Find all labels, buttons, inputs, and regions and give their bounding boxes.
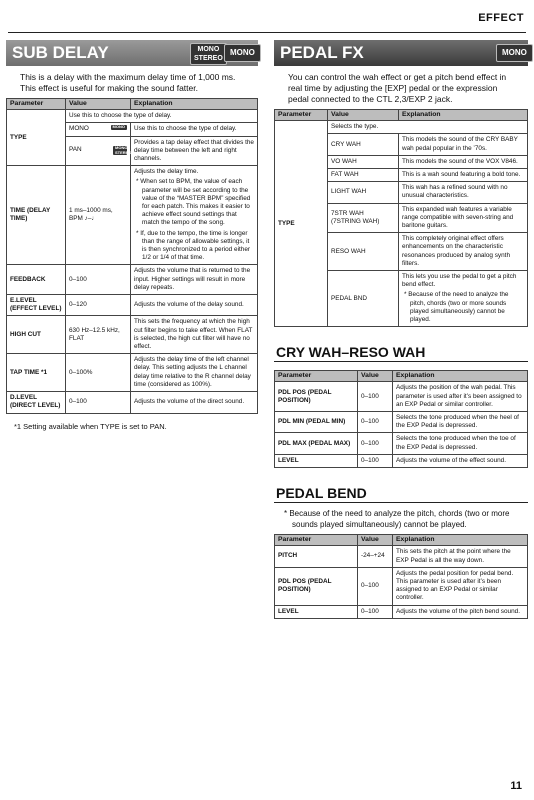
value-cell: LIGHT WAH (328, 182, 399, 203)
table-row (275, 121, 528, 134)
explanation-cell: Adjusts the volume of the delay sound. (131, 295, 258, 316)
value-cell: 0–100 (358, 567, 393, 605)
param-tap-time: TAP TIME *1 (7, 354, 66, 392)
col-value: Value (66, 99, 131, 110)
footnote: *1 Setting available when TYPE is set to PAN. (14, 421, 167, 431)
value-pan: PAN (69, 146, 82, 154)
table-row (275, 567, 528, 605)
value-cell: PEDAL BND (328, 271, 399, 327)
value-cell (66, 123, 131, 136)
value-cell (66, 136, 131, 166)
explanation-cell: This expanded wah features a variable range compatible with seven-string and baritone guitars. (399, 203, 528, 233)
value-cell: 0–100 (358, 605, 393, 618)
param-cell: PDL MIN (PEDAL MIN) (275, 412, 358, 433)
value-cell: FAT WAH (328, 169, 399, 182)
value-cell: 7STR WAH (7STRING WAH) (328, 203, 399, 233)
time-explanation: Adjusts the delay time. (134, 168, 199, 176)
table-header-row (7, 99, 258, 110)
table-header-row (275, 371, 528, 382)
value-cell: 0–100 (66, 392, 131, 413)
badge-stereo-label: STEREO (194, 55, 223, 62)
mono-mini-badge: MONO (112, 124, 125, 130)
cry-wah-heading (274, 341, 528, 362)
param-feedback: FEEDBACK (7, 265, 66, 295)
param-high-cut: HIGH CUT (7, 316, 66, 354)
value-mono: MONO (69, 125, 89, 133)
explanation-cell: This is a wah sound featuring a bold tone. (399, 169, 528, 182)
param-cell: LEVEL (275, 605, 358, 618)
cry-wah-title: CRY WAH–RESO WAH (276, 344, 426, 361)
mono-stereo-badge (190, 43, 227, 65)
explanation-cell (131, 166, 258, 265)
value-time: 1 ms–1000 ms, BPM ♪–♩ (66, 166, 131, 265)
value-cell: 0–100 (358, 382, 393, 412)
header-divider (8, 32, 526, 33)
param-direct-level: D.LEVEL (DIRECT LEVEL) (7, 392, 66, 413)
value-cell: CRY WAH (328, 134, 399, 155)
sub-delay-section (6, 40, 258, 431)
explanation-cell: This models the sound of the CRY BABY wah pedal popular in the ’70s. (399, 134, 528, 155)
col-explanation: Explanation (399, 110, 528, 121)
table-header-row (275, 535, 528, 546)
explanation-cell: Adjusts the delay time of the left channel delay. This setting adjusts the L channel delay time relative to the R channel delay time (considered as 100%). (131, 354, 258, 392)
explanation-cell: Adjusts the volume of the pitch bend sound. (393, 605, 528, 618)
col-explanation: Explanation (131, 99, 258, 110)
table-row (7, 354, 258, 392)
param-cell: PITCH (275, 546, 358, 567)
value-cell: RESO WAH (328, 233, 399, 271)
pedal-bnd-explanation: This lets you use the pedal to get a pitch bend effect. (402, 273, 517, 289)
pedal-fx-section (274, 40, 528, 619)
mono-stereo-mini-badge: MONO STEREO (115, 145, 132, 155)
param-type: TYPE (7, 110, 66, 166)
col-value: Value (358, 371, 393, 382)
page-header-title: EFFECT (478, 12, 524, 24)
explanation-cell: This completely original effect offers enhancements on the characteristic resonances produced by analog synth filters. (399, 233, 528, 271)
col-parameter: Parameter (275, 110, 328, 121)
col-parameter: Parameter (275, 535, 358, 546)
explanation-cell: This sets the pitch at the point where the EXP Pedal is all the way down. (393, 546, 528, 567)
explanation-cell: This sets the frequency at which the high cut filter begins to take effect. When FLAT is selected, the high cut filter will have no effect. (131, 316, 258, 354)
type-intro: Use this to choose the type of delay. (66, 110, 258, 123)
pedal-fx-title: PEDAL FX (280, 43, 364, 62)
sub-delay-title: SUB DELAY (12, 43, 109, 62)
explanation-cell: Adjusts the volume that is returned to the input. Higher settings will result in more delay repeats. (131, 265, 258, 295)
explanation-cell: Adjusts the position of the wah pedal. This parameter is used after it’s been assigned to an EXP Pedal or similar controller. (393, 382, 528, 412)
value-cell: 0–100 (358, 454, 393, 467)
table-row (7, 295, 258, 316)
table-row (7, 166, 258, 265)
table-row (7, 110, 258, 123)
param-cell: LEVEL (275, 454, 358, 467)
table-row (7, 392, 258, 413)
explanation-cell: Adjusts the pedal position for pedal bend. This parameter is used after it’s been assigned to an EXP Pedal or similar controller. (393, 567, 528, 605)
explanation-cell: Provides a tap delay effect that divides the delay time between the left and right channels. (131, 136, 258, 166)
table-row (275, 454, 528, 467)
value-cell: 0–100% (66, 354, 131, 392)
explanation-cell: Use this to choose the type of delay. (131, 123, 258, 136)
table-row (275, 605, 528, 618)
pedal-bnd-note: * Because of the need to analyze the pitch, chords (two or more sounds played simultaneously) cannot be played. (404, 291, 509, 324)
mono-badge: MONO (224, 44, 261, 62)
sub-delay-heading (6, 40, 258, 66)
pedal-bend-title: PEDAL BEND (276, 485, 367, 502)
value-cell: VO WAH (328, 155, 399, 168)
mono-badge: MONO (496, 44, 533, 62)
table-row (7, 316, 258, 354)
explanation-cell: This models the sound of the VOX V846. (399, 155, 528, 168)
cry-wah-table (274, 370, 528, 468)
pedal-fx-heading (274, 40, 528, 66)
param-cell: PDL POS (PEDAL POSITION) (275, 382, 358, 412)
table-row (275, 546, 528, 567)
type-intro: Selects the type. (328, 121, 528, 134)
pedal-fx-table (274, 109, 528, 327)
param-type: TYPE (275, 121, 328, 327)
pedal-bend-note: * Because of the need to analyze the pitch, chords (two or more sounds played simultaneously) cannot be played. (284, 509, 510, 529)
explanation-cell: Selects the tone produced when the toe of the EXP Pedal is depressed. (393, 433, 528, 454)
param-effect-level: E.LEVEL (EFFECT LEVEL) (7, 295, 66, 316)
table-row (275, 412, 528, 433)
param-cell: PDL MAX (PEDAL MAX) (275, 433, 358, 454)
pedal-bend-table (274, 534, 528, 619)
value-cell: 0–100 (358, 412, 393, 433)
value-cell: 0–100 (358, 433, 393, 454)
value-cell: 630 Hz–12.5 kHz, FLAT (66, 316, 131, 354)
badge-mono-label: MONO (197, 46, 220, 53)
explanation-cell (399, 271, 528, 327)
page-header (0, 8, 534, 32)
param-cell: PDL POS (PEDAL POSITION) (275, 567, 358, 605)
col-value: Value (358, 535, 393, 546)
sub-delay-table (6, 98, 258, 414)
value-cell: -24–+24 (358, 546, 393, 567)
table-row (275, 382, 528, 412)
table-row (7, 265, 258, 295)
explanation-cell: Adjusts the volume of the effect sound. (393, 454, 528, 467)
sub-delay-intro: This is a delay with the maximum delay time of 1,000 ms. This effect is useful for making the sound fatter. (20, 72, 236, 93)
time-note-1: * When set to BPM, the value of each parameter will be set according to the value of the “MASTER BPM” specified for each patch. This makes it easier to achieve effect sound settings that match the tempo of the song. (136, 178, 251, 227)
time-note-2: * If, due to the tempo, the time is longer than the range of allowable settings, it is then synchronized to a period either 1/2 or 1/4 of that time. (136, 229, 250, 262)
param-time: TIME (DELAY TIME) (7, 166, 66, 265)
pedal-bend-heading (274, 482, 528, 503)
pedal-fx-intro: You can control the wah effect or get a pitch bend effect in real time by adjusting the [EXP] pedal or the expression pedal connected to the CTL 2,3/EXP 2 jack. (288, 72, 507, 104)
col-value: Value (328, 110, 399, 121)
col-explanation: Explanation (393, 535, 528, 546)
explanation-cell: This wah has a refined sound with no unusual characteristics. (399, 182, 528, 203)
col-explanation: Explanation (393, 371, 528, 382)
table-header-row (275, 110, 528, 121)
value-cell: 0–120 (66, 295, 131, 316)
explanation-cell: Selects the tone produced when the heel of the EXP Pedal is depressed. (393, 412, 528, 433)
page-number: 11 (510, 780, 522, 792)
col-parameter: Parameter (7, 99, 66, 110)
table-row (275, 433, 528, 454)
explanation-cell: Adjusts the volume of the direct sound. (131, 392, 258, 413)
value-cell: 0–100 (66, 265, 131, 295)
col-parameter: Parameter (275, 371, 358, 382)
